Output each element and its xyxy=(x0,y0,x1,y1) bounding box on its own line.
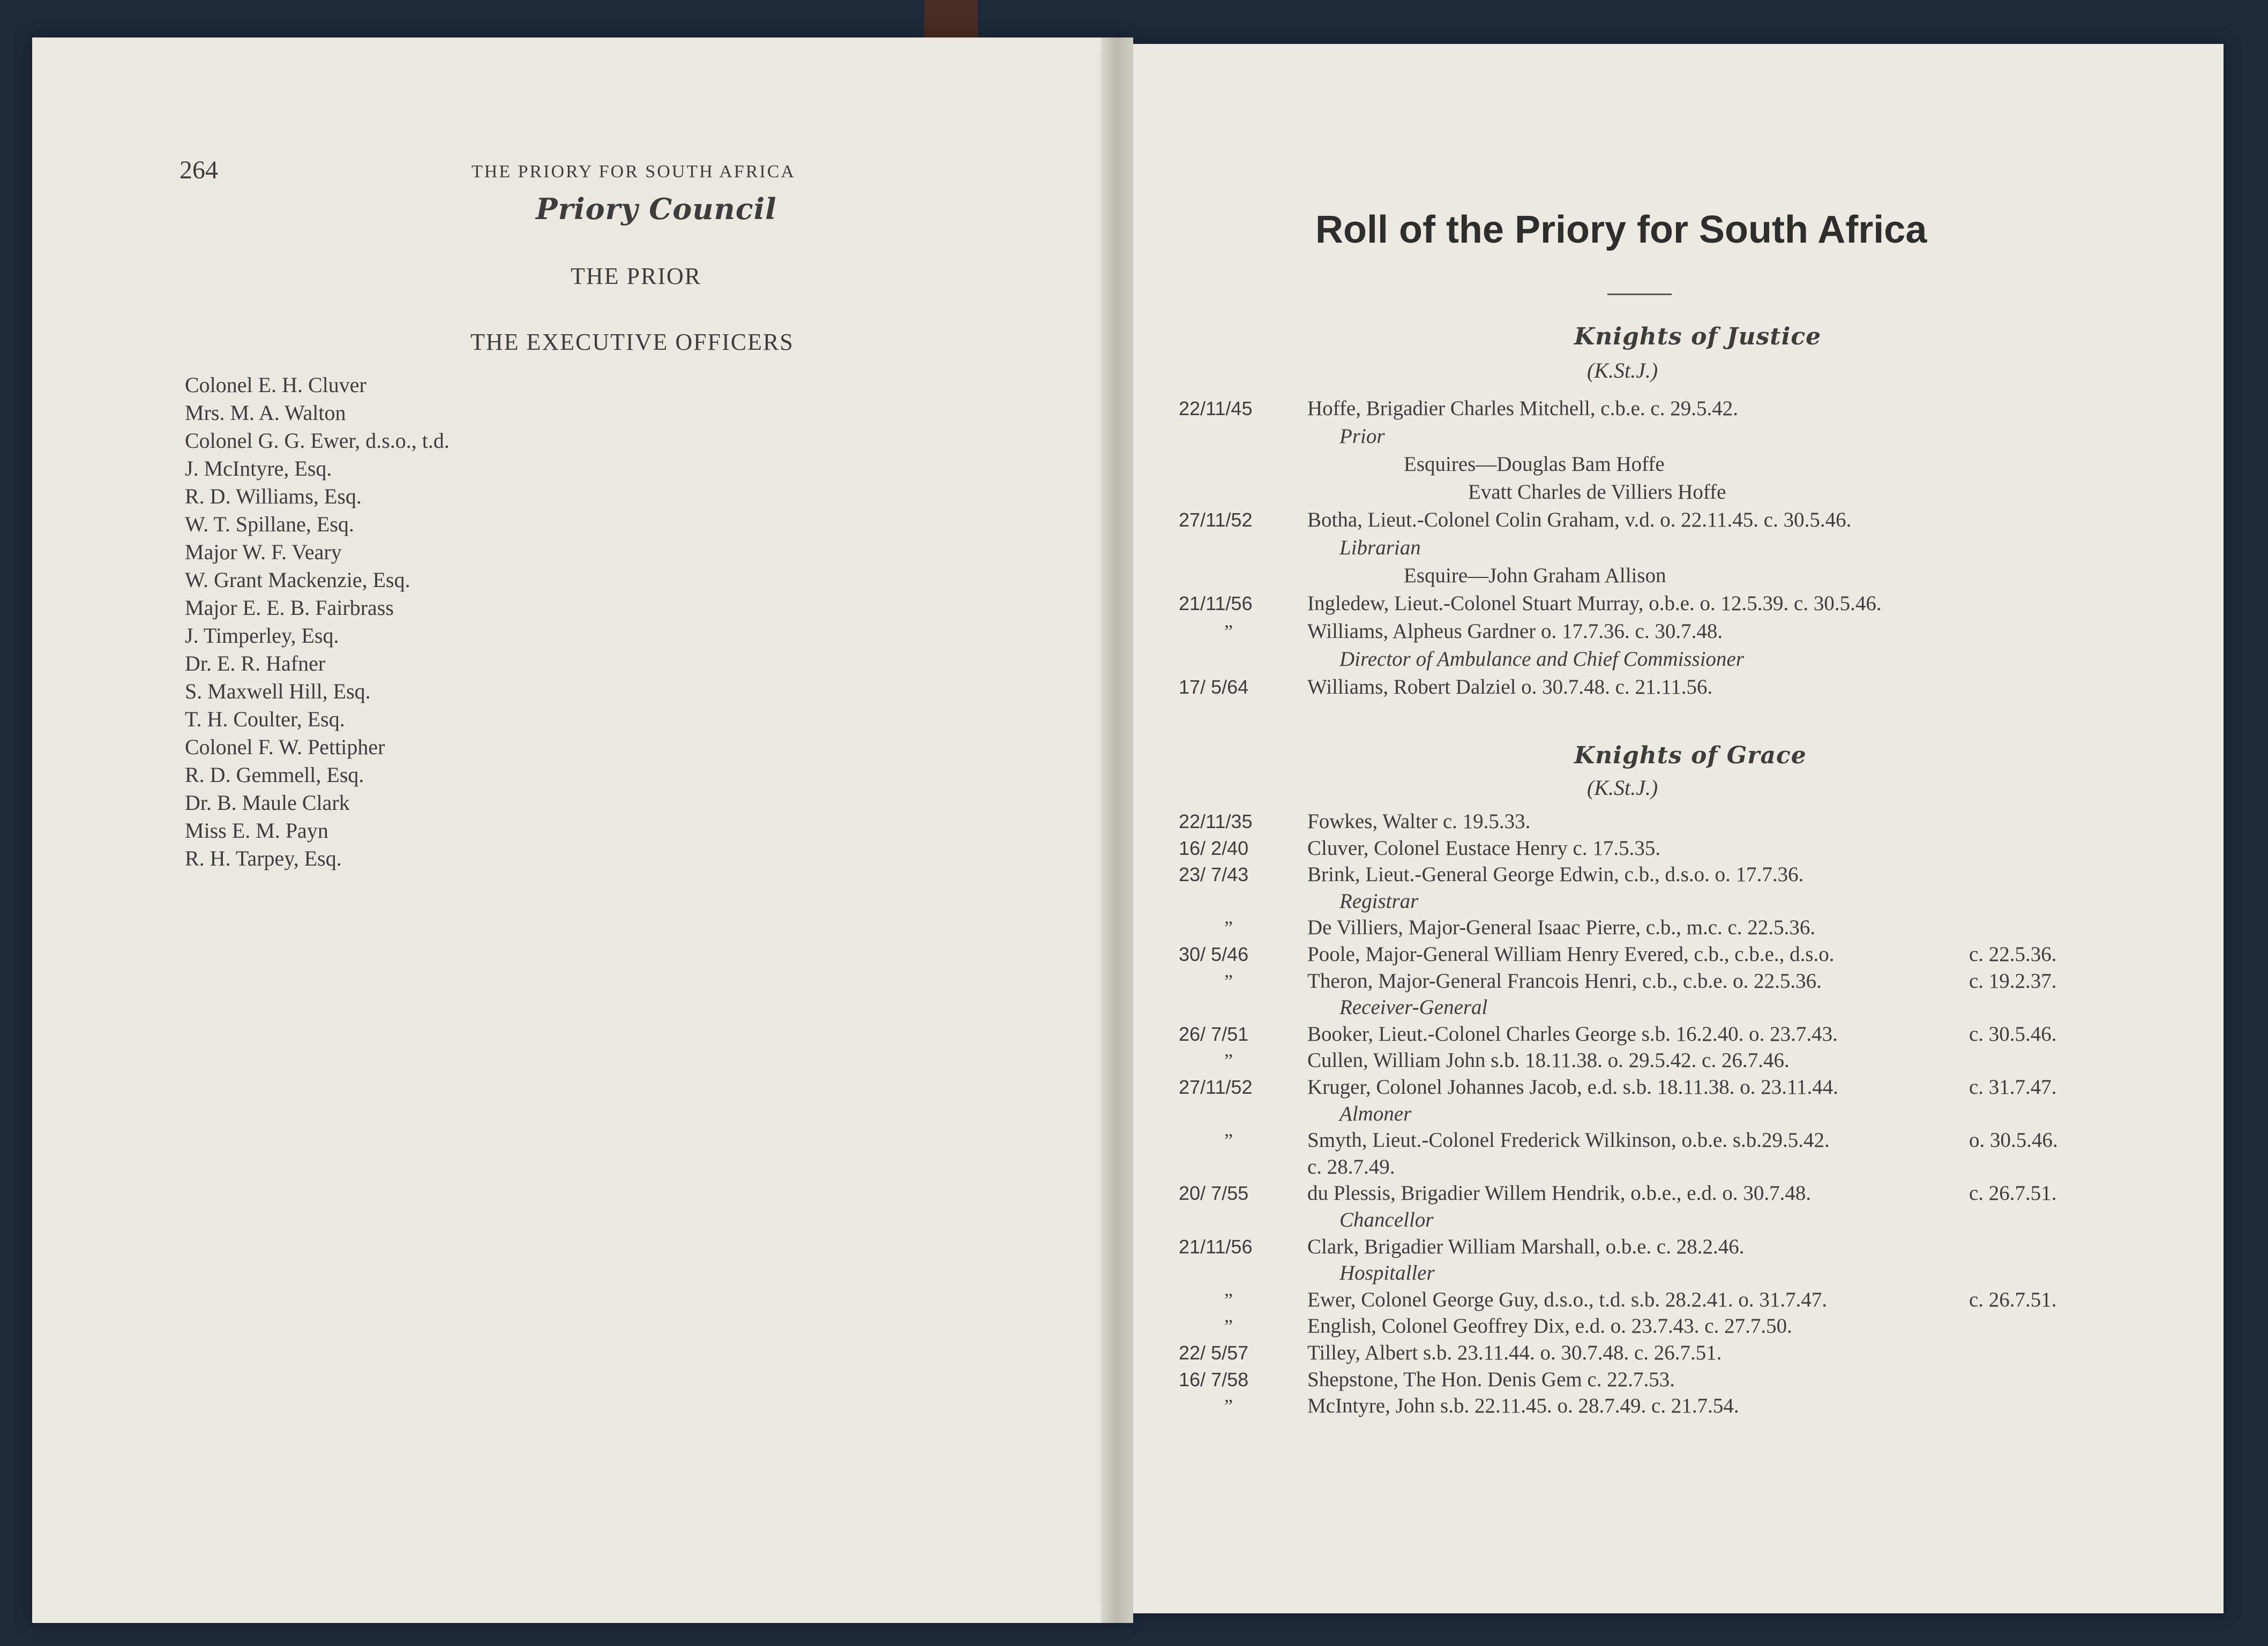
roll-entry xyxy=(1179,534,2218,562)
entry-date-suffix: c. 22.5.36. xyxy=(1969,943,2057,966)
entry-date: 16/ 2/40 xyxy=(1179,837,1249,859)
roll-entry xyxy=(1179,673,2218,701)
entry-date-suffix: c. 30.5.46. xyxy=(1969,1022,2057,1046)
roll-entry xyxy=(1179,967,2218,995)
entry-text: McIntyre, John s.b. 22.11.45. o. 28.7.49. c. 21.7.54. xyxy=(1307,1394,1739,1418)
executive-officers-heading: THE EXECUTIVE OFFICERS xyxy=(470,329,794,355)
entry-date: 21/11/56 xyxy=(1179,1235,1253,1258)
officer-name: R. D. Gemmell, Esq. xyxy=(185,763,364,787)
the-prior-heading: THE PRIOR xyxy=(571,263,702,289)
entry-text: Botha, Lieut.-Colonel Colin Graham, v.d. o. 22.11.45. c. 30.5.46. xyxy=(1307,508,1852,531)
entry-date: ” xyxy=(1224,1130,1233,1152)
entry-text: Smyth, Lieut.-Colonel Frederick Wilkinson, o.b.e. s.b.29.5.42. xyxy=(1307,1129,1830,1152)
knights-of-justice-abbr: (K.St.J.) xyxy=(1587,358,1658,382)
roll-entry xyxy=(1179,1179,2218,1207)
office-title: Receiver-General xyxy=(1339,996,1488,1019)
officer-name: J. Timperley, Esq. xyxy=(185,623,339,648)
roll-entry xyxy=(1179,1312,2218,1340)
entry-date: 22/ 5/57 xyxy=(1179,1342,1249,1364)
entry-text: Kruger, Colonel Johannes Jacob, e.d. s.b. 18.11.38. o. 23.11.44. xyxy=(1307,1076,1838,1099)
officer-name: Colonel G. G. Ewer, d.s.o., t.d. xyxy=(185,429,450,453)
office-title: Registrar xyxy=(1339,889,1419,913)
entry-text: Clark, Brigadier William Marshall, o.b.e. c. 28.2.46. xyxy=(1307,1235,1745,1258)
office-title: Hospitaller xyxy=(1339,1261,1435,1285)
office-title: Librarian xyxy=(1339,536,1421,559)
office-title: Almoner xyxy=(1339,1102,1412,1125)
entry-text: du Plessis, Brigadier Willem Hendrik, o.b.e., e.d. o. 30.7.48. xyxy=(1307,1182,1812,1205)
entry-date: 22/11/45 xyxy=(1179,397,1253,419)
entry-text: Cluver, Colonel Eustace Henry c. 17.5.35. xyxy=(1307,836,1661,860)
roll-entry xyxy=(1179,994,2218,1021)
entry-text: Booker, Lieut.-Colonel Charles George s.b. 16.2.40. o. 23.7.43. xyxy=(1307,1022,1838,1046)
roll-entry xyxy=(1179,1047,2218,1074)
entry-date: 16/ 7/58 xyxy=(1179,1368,1249,1391)
book-spine xyxy=(924,0,978,39)
roll-entry xyxy=(1179,395,2218,423)
roll-entry xyxy=(1179,645,2218,673)
knights-of-grace-heading: Knights of Grace xyxy=(1574,742,1807,769)
roll-title: Roll of the Priory for South Africa xyxy=(1315,208,1927,251)
officer-name: J. McIntyre, Esq. xyxy=(185,456,332,480)
knights-of-justice-heading: Knights of Justice xyxy=(1574,323,1822,350)
roll-entry xyxy=(1179,450,2218,478)
entry-date: 30/ 5/46 xyxy=(1179,943,1249,965)
entry-date-suffix: o. 30.5.46. xyxy=(1969,1129,2058,1152)
officer-name: Major E. E. B. Fairbrass xyxy=(185,596,394,620)
entry-date-suffix: c. 26.7.51. xyxy=(1969,1182,2057,1205)
entry-date: 26/ 7/51 xyxy=(1179,1023,1249,1045)
roll-entry xyxy=(1179,888,2218,915)
entry-date: 27/11/52 xyxy=(1179,1076,1253,1098)
entry-date: ” xyxy=(1224,621,1233,642)
entry-text: Ewer, Colonel George Guy, d.s.o., t.d. s.b. 28.2.41. o. 31.7.47. xyxy=(1307,1288,1828,1311)
knights-of-grace-abbr: (K.St.J.) xyxy=(1587,776,1658,800)
entry-date: 27/11/52 xyxy=(1179,509,1253,531)
entry-date-suffix: c. 19.2.37. xyxy=(1969,969,2057,993)
entry-text: Williams, Robert Dalziel o. 30.7.48. c. 21.11.56. xyxy=(1307,675,1713,698)
entry-date: ” xyxy=(1224,1316,1233,1337)
roll-entry xyxy=(1179,1286,2218,1314)
entry-date: ” xyxy=(1224,1289,1233,1311)
roll-entry xyxy=(1179,861,2218,889)
entry-text: English, Colonel Geoffrey Dix, e.d. o. 23.7.43. c. 27.7.50. xyxy=(1307,1314,1792,1338)
roll-entry xyxy=(1179,1153,2218,1181)
entry-text: Esquire—John Graham Allison xyxy=(1404,564,1666,587)
office-title: Prior xyxy=(1339,425,1385,448)
council-heading: Priory Council xyxy=(536,192,777,226)
roll-entry xyxy=(1179,1259,2218,1287)
officer-name: R. H. Tarpey, Esq. xyxy=(185,846,342,870)
entry-date-suffix: c. 26.7.51. xyxy=(1969,1288,2057,1311)
officer-name: Colonel F. W. Pettipher xyxy=(185,735,385,759)
roll-entry xyxy=(1179,1100,2218,1128)
officer-name: R. D. Williams, Esq. xyxy=(185,484,362,508)
entry-text: Hoffe, Brigadier Charles Mitchell, c.b.e. c. 29.5.42. xyxy=(1307,397,1738,420)
officer-name: T. H. Coulter, Esq. xyxy=(185,707,345,731)
roll-entry xyxy=(1179,423,2218,450)
roll-entry xyxy=(1179,1126,2218,1154)
office-title: Chancellor xyxy=(1339,1208,1434,1231)
roll-entry xyxy=(1179,590,2218,618)
officer-name: Miss E. M. Payn xyxy=(185,818,328,843)
roll-entry xyxy=(1179,835,2218,862)
officer-name: Dr. B. Maule Clark xyxy=(185,791,350,815)
title-rule xyxy=(1607,294,1672,295)
entry-date: 22/11/35 xyxy=(1179,810,1253,832)
roll-entry xyxy=(1179,1366,2218,1394)
entry-date: 23/ 7/43 xyxy=(1179,863,1249,886)
entry-text: Shepstone, The Hon. Denis Gem c. 22.7.53. xyxy=(1307,1367,1675,1391)
officer-name: W. Grant Mackenzie, Esq. xyxy=(185,568,410,592)
entry-text: Fowkes, Walter c. 19.5.33. xyxy=(1307,810,1531,833)
roll-entry xyxy=(1179,618,2218,645)
entry-text: Cullen, William John s.b. 18.11.38. o. 29.5.42. c. 26.7.46. xyxy=(1307,1049,1790,1072)
officer-name: W. T. Spillane, Esq. xyxy=(185,512,354,536)
entry-text: De Villiers, Major-General Isaac Pierre, c.b., m.c. c. 22.5.36. xyxy=(1307,916,1816,940)
entry-text: Williams, Alpheus Gardner o. 17.7.36. c. 30.7.48. xyxy=(1307,620,1723,643)
roll-entry xyxy=(1179,1233,2218,1261)
roll-entry xyxy=(1179,1339,2218,1367)
officer-name: S. Maxwell Hill, Esq. xyxy=(185,679,371,703)
page-number: 264 xyxy=(179,156,218,184)
entry-text: Ingledew, Lieut.-Colonel Stuart Murray, o.b.e. o. 12.5.39. c. 30.5.46. xyxy=(1307,592,1882,615)
roll-entry xyxy=(1179,562,2218,590)
officer-list xyxy=(185,371,450,873)
roll-entry xyxy=(1179,1392,2218,1420)
entry-date: 21/11/56 xyxy=(1179,592,1253,614)
entry-text: Tilley, Albert s.b. 23.11.44. o. 30.7.48. c. 26.7.51. xyxy=(1307,1341,1722,1364)
entry-date: ” xyxy=(1224,1395,1233,1417)
roll-entry xyxy=(1179,1206,2218,1234)
office-title: Director of Ambulance and Chief Commissioner xyxy=(1339,648,1745,671)
roll-entry xyxy=(1179,914,2218,942)
entry-date: ” xyxy=(1224,917,1233,939)
entry-date-suffix: c. 31.7.47. xyxy=(1969,1076,2057,1099)
entry-date: 17/ 5/64 xyxy=(1179,676,1249,698)
officer-name: Dr. E. R. Hafner xyxy=(185,651,326,675)
officer-name: Major W. F. Veary xyxy=(185,540,342,564)
roll-entry xyxy=(1179,506,2218,534)
roll-entry xyxy=(1179,1020,2218,1048)
roll-entry xyxy=(1179,808,2218,836)
entry-date: 20/ 7/55 xyxy=(1179,1182,1249,1205)
officer-name: Mrs. M. A. Walton xyxy=(185,401,346,425)
entry-text: Theron, Major-General Francois Henri, c.b., c.b.e. o. 22.5.36. xyxy=(1307,969,1822,993)
running-title: THE PRIORY FOR SOUTH AFRICA xyxy=(471,162,796,182)
entry-text: Evatt Charles de Villiers Hoffe xyxy=(1468,480,1726,503)
roll-entry xyxy=(1179,941,2218,968)
book-gutter xyxy=(1101,37,1133,1623)
entry-text: Poole, Major-General William Henry Evered, c.b., c.b.e., d.s.o. xyxy=(1307,943,1835,966)
roll-entry xyxy=(1179,1073,2218,1101)
entry-date: ” xyxy=(1224,970,1233,992)
entry-text: Esquires—Douglas Bam Hoffe xyxy=(1404,453,1665,476)
officer-name: Colonel E. H. Cluver xyxy=(185,373,366,397)
entry-text: Brink, Lieut.-General George Edwin, c.b., d.s.o. o. 17.7.36. xyxy=(1307,863,1804,886)
roll-entry xyxy=(1179,478,2218,506)
entry-text: c. 28.7.49. xyxy=(1307,1155,1395,1178)
entry-date: ” xyxy=(1224,1050,1233,1072)
